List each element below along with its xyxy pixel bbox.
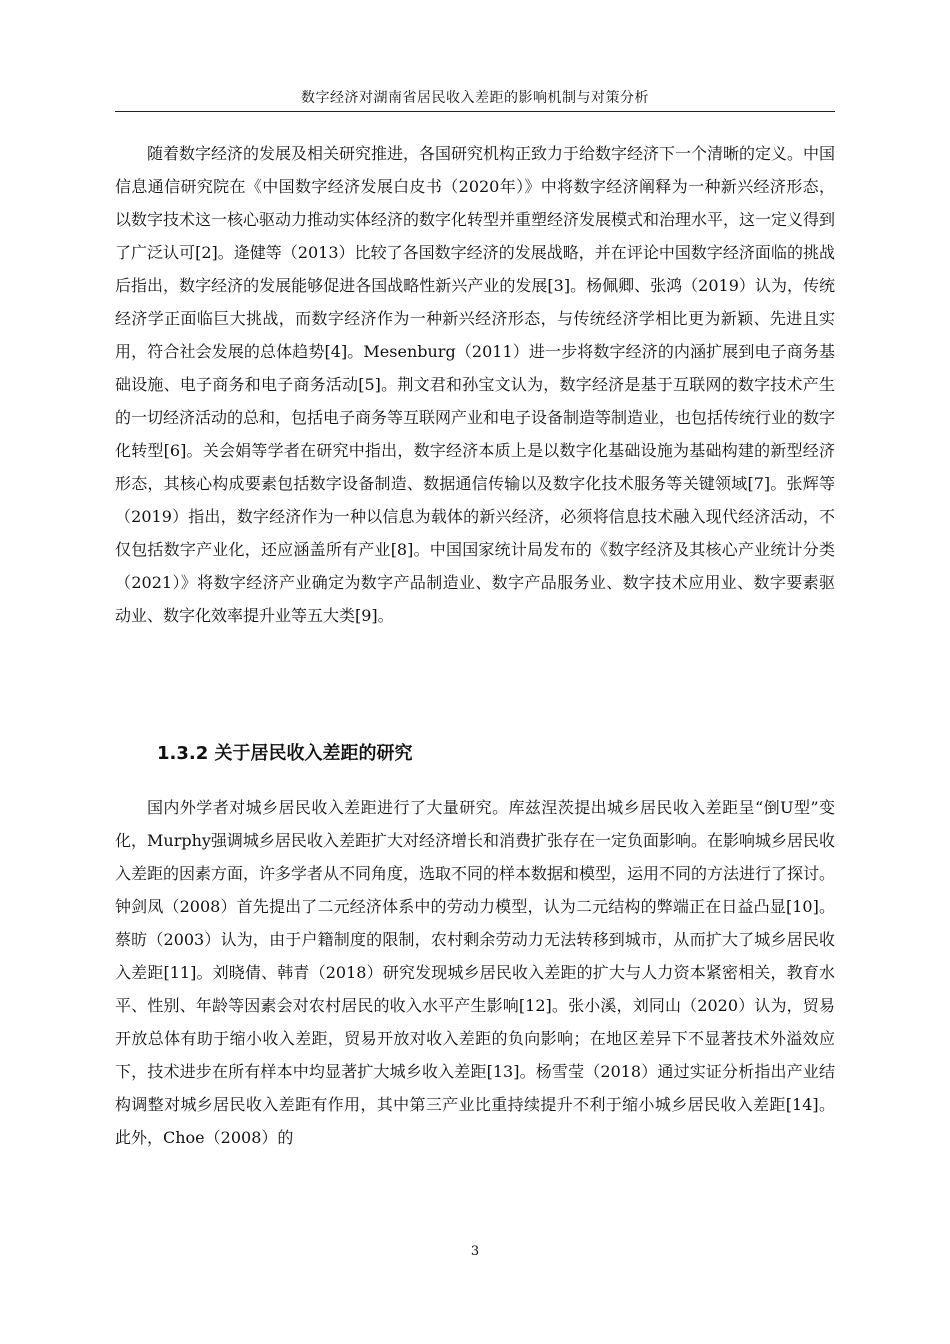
- page-number: 3: [470, 1244, 480, 1259]
- header-divider: [115, 111, 835, 112]
- running-header: 数字经济对湖南省居民收入差距的影响机制与对策分析: [301, 90, 649, 106]
- body-paragraph-digital-economy: 随着数字经济的发展及相关研究推进，各国研究机构正致力于给数字经济下一个清晰的定义。中国信息通信研究院在《中国数字经济发展白皮书（2020年）》中将数字经济阐释为一种新兴经济形态，以数字技术这一核心驱动力推动实体经济的数字化转型并重塑经济发展模式和治理水平，这一定义得到了广泛认可[2]。逄健等（2013）比较了各国数字经济的发展战略，并在评论中国数字经济面临的挑战后指出，数字经济的发展能够促进各国战略性新兴产业的发展[3]。杨佩卿、张鸿（2019）认为，传统经济学正面临巨大挑战，而数字经济作为一种新兴经济形态，与传统经济学相比更为新颖、先进且实用，符合社会发展的总体趋势[4]。Mesenburg（2011）进一步将数字经济的内涵扩展到电子商务基础设施、电子商务和电子商务活动[5]。荆文君和孙宝文认为，数字经济是基于互联网的数字技术产生的一切经济活动的总和，包括电子商务等互联网产业和电子设备制造等制造业，也包括传统行业的数字化转型[6]。关会娟等学者在研究中指出，数字经济本质上是以数字化基础设施为基础构建的新型经济形态，其核心构成要素包括数字设备制造、数据通信传输以及数字化技术服务等关键领域[7]。张辉等（2019）指出，数字经济作为一种以信息为载体的新兴经济，必须将信息技术融入现代经济活动，不仅包括数字产业化，还应涵盖所有产业[8]。中国国家统计局发布的《数字经济及其核心产业统计分类（2021）》将数字经济产业确定为数字产品制造业、数字产品服务业、数字技术应用业、数字要素驱动业、数字化效率提升业等五大类[9]。: [115, 144, 836, 625]
- body-paragraph-income-gap: 国内外学者对城乡居民收入差距进行了大量研究。库兹涅茨提出城乡居民收入差距呈“倒U型”变化，Murphy强调城乡居民收入差距扩大对经济增长和消费扩张存在一定负面影响。在影响城乡居民收入差距的因素方面，许多学者从不同角度，选取不同的样本数据和模型，运用不同的方法进行了探讨。钟剑凤（2008）首先提出了二元经济体系中的劳动力模型，认为二元结构的弊端正在日益凸显[10]。蔡昉（2003）认为，由于户籍制度的限制，农村剩余劳动力无法转移到城市，从而扩大了城乡居民收入差距[11]。刘晓倩、韩青（2018）研究发现城乡居民收入差距的扩大与人力资本紧密相关，教育水平、性别、年龄等因素会对农村居民的收入水平产生影响[12]。张小溪，刘同山（2020）认为，贸易开放总体有助于缩小收入差距，贸易开放对收入差距的负向影响；在地区差异下不显著技术外溢效应下，技术进步在所有样本中均显著扩大城乡收入差距[13]。杨雪莹（2018）通过实证分析指出产业结构调整对城乡居民收入差距有作用，其中第三产业比重持续提升不利于缩小城乡居民收入差距[14]。此外，Choe（2008）的: [115, 798, 836, 1147]
- section-heading: 1.3.2 关于居民收入差距的研究: [157, 743, 413, 764]
